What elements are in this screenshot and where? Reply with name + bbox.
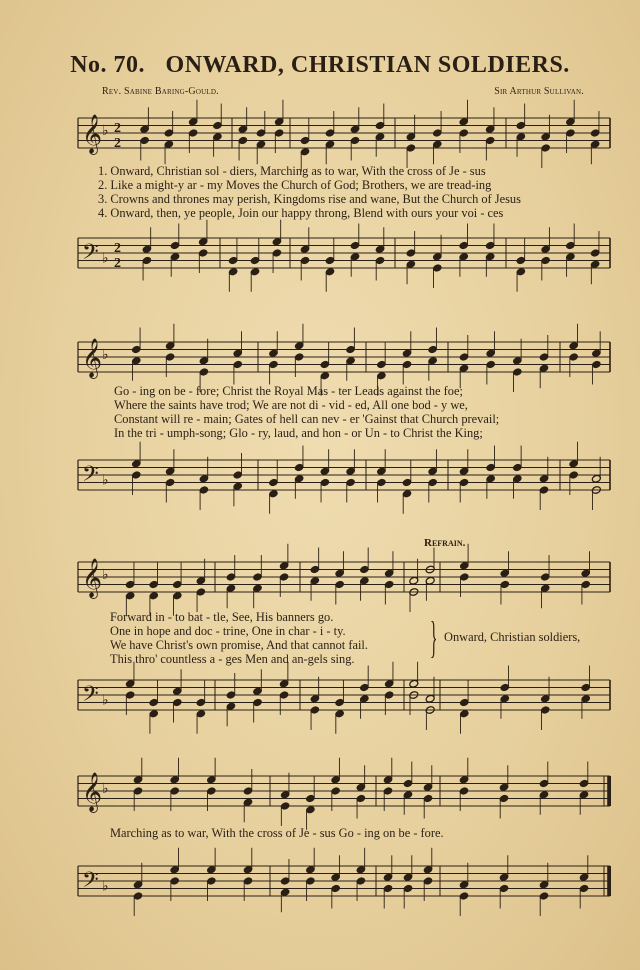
- verse-line: Forward in - to bat - tle, See, His banners go.: [110, 610, 334, 624]
- treble-clef: 𝄞: [82, 558, 103, 598]
- key-flat: ♭: [102, 693, 109, 709]
- verse-line: Constant will re - main; Gates of hell can nev - er 'Gainst that Church prevail;: [114, 412, 500, 426]
- time-signature: 2: [114, 121, 121, 136]
- bass-clef: 𝄢: [82, 461, 99, 492]
- verse-line: In the tri - umph-song; Glo - ry, laud, and hon - or Un - to Christ the King;: [114, 426, 483, 440]
- key-flat: ♭: [102, 348, 109, 363]
- time-signature: 2: [114, 241, 121, 256]
- hymn-title: ONWARD, CHRISTIAN SOLDIERS.: [165, 52, 570, 78]
- verse-line: 3. Crowns and thrones may perish, Kingdoms rise and wane, But the Church of Jesus: [98, 192, 521, 206]
- treble-clef: 𝄞: [82, 772, 103, 812]
- verse-line: This thro' countless a - ges Men and an-gels sing.: [110, 652, 355, 666]
- bass-clef: 𝄢: [82, 239, 99, 270]
- bass-clef: 𝄢: [82, 681, 99, 712]
- bass-clef: 𝄢: [82, 867, 99, 898]
- verse-line: Where the saints have trod; We are not di - vid - ed, All one bod - y we,: [114, 398, 468, 412]
- verse-line: 4. Onward, then, ye people, Join our happy throng, Blend with ours your voi - ces: [98, 206, 504, 220]
- time-signature: 2: [114, 136, 121, 151]
- key-flat: ♭: [102, 879, 109, 895]
- verse-line: We have Christ's own promise, And that cannot fail.: [110, 638, 368, 652]
- final-bar: [608, 866, 611, 896]
- verse-line: Go - ing on be - fore; Christ the Royal Mas - ter Leads against the foe;: [114, 384, 463, 398]
- verse-line: 1. Onward, Christian sol - diers, Marching as to war, With the cross of Je - sus: [98, 164, 486, 178]
- verse-brace: }: [430, 613, 438, 662]
- chorus-words: Onward, Christian soldiers,: [444, 630, 581, 644]
- verse-line: 2. Like a might-y ar - my Moves the Church of God; Brothers, we are tread-ing: [98, 178, 492, 192]
- key-flat: ♭: [102, 568, 109, 583]
- key-flat: ♭: [102, 124, 109, 139]
- key-flat: ♭: [102, 473, 109, 489]
- hymn-number: No. 70.: [70, 52, 146, 78]
- refrain-label: Refrain.: [424, 537, 466, 549]
- key-flat: ♭: [102, 251, 109, 267]
- time-signature: 2: [114, 256, 121, 271]
- verse-line: Marching as to war, With the cross of Je - sus Go - ing on be - fore.: [110, 826, 444, 840]
- lyricist-credit: Rev. Sabine Baring-Gould.: [102, 86, 219, 97]
- treble-clef: 𝄞: [82, 114, 103, 154]
- treble-clef: 𝄞: [82, 338, 103, 378]
- key-flat: ♭: [102, 782, 109, 797]
- verse-line: One in hope and doc - trine, One in char - i - ty.: [110, 624, 346, 638]
- composer-credit: Sir Arthur Sullivan.: [494, 86, 584, 97]
